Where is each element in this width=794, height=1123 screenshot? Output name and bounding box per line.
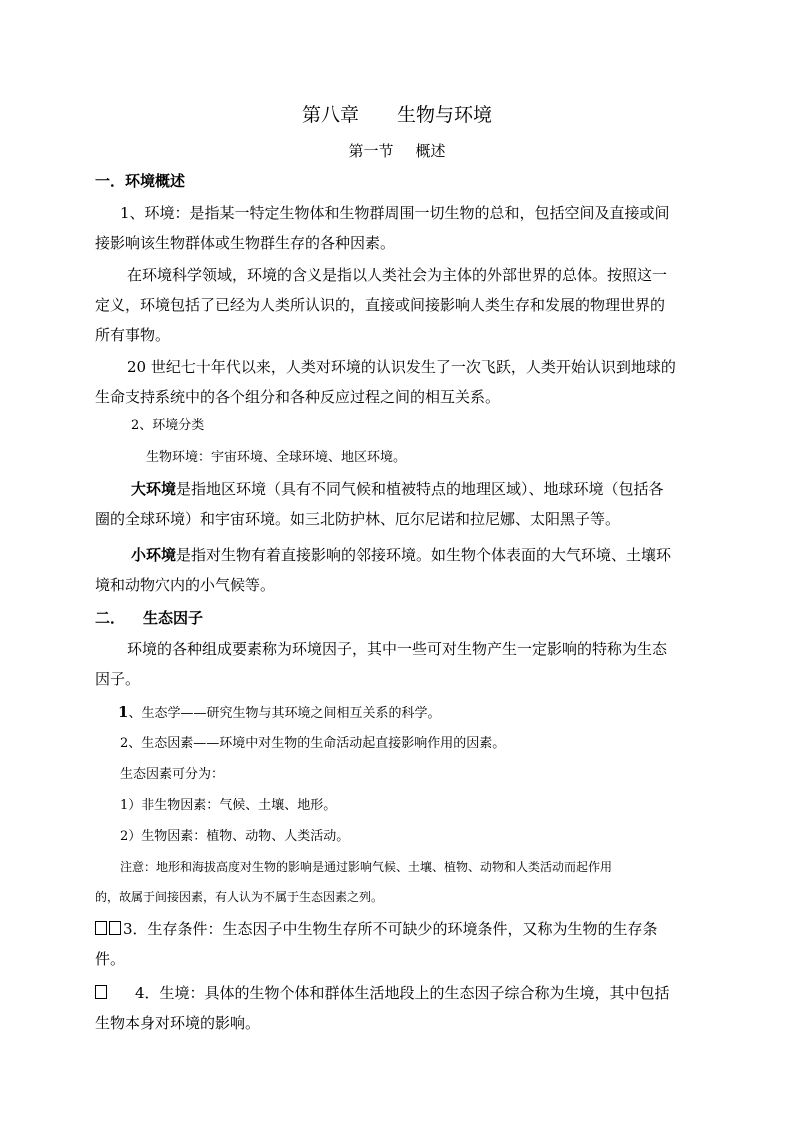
- para-env-sci-line3: 所有事物。: [95, 326, 171, 344]
- para-small-env-line2: 境和动物穴内的小气候等。: [95, 576, 276, 594]
- para-big-env-line2: 圈的全球环境）和宇宙环境。如三北防护林、厄尔尼诺和拉尼娜、太阳黑子等。: [95, 510, 621, 528]
- item-habitat-line2: 生物本身对环境的影响。: [95, 1014, 261, 1032]
- item-biotic: 2）生物因素：植物、动物、人类活动。: [120, 829, 350, 844]
- term-small-env: 小环境: [131, 546, 177, 564]
- section-title: [0, 140, 794, 161]
- para-env-sci-line1: 在环境科学领域，环境的含义是指以人类社会为主体的外部世界的总体。按照这一: [127, 266, 668, 284]
- para-env-sci-line2: 定义，环境包括了已经为人类所认识的，直接或间接影响人类生存和发展的物理世界的: [95, 296, 666, 314]
- chapter-number: 第八章: [301, 104, 359, 126]
- para-bio-env: 生物环境：宇宙环境、全球环境、地区环境。: [146, 450, 407, 465]
- para-env-since-line2: 生命支持系统中的各个组分和各种反应过程之间的相互关系。: [95, 388, 501, 406]
- para-eco-intro-line2: 因子。: [95, 670, 141, 688]
- item-ecology-def: 1、生态学——研究生物与其环境之间相互关系的科学。: [118, 703, 441, 721]
- heading-eco-factor: 二． 生态因子: [95, 609, 204, 627]
- placeholder-box-icon: [95, 985, 107, 999]
- item-survival-condition-line1: 3．生存条件：生态因子中生物生存所不可缺少的环境条件，又称为生物的生存条: [95, 919, 658, 939]
- section-name: 概述: [415, 142, 446, 160]
- para-env-def-line1: 1、环境：是指某一特定生物体和生物群周围一切生物的总和，包括空间及直接或间: [120, 204, 670, 222]
- subheading-env-class: 2、环境分类: [131, 418, 205, 433]
- note-line2: 的，故属于间接因素，有人认为不属于生态因素之列。: [95, 890, 384, 904]
- para-small-env-line1: 小环境是指对生物有着直接影响的邻接环境。如生物个体表面的大气环境、土壤环: [131, 546, 672, 564]
- item-eco-factor-classes: 生态因素可分为：: [120, 767, 225, 782]
- para-eco-intro-line1: 环境的各种组成要素称为环境因子，其中一些可对生物产生一定影响的特称为生态: [127, 640, 668, 658]
- item-eco-factor-def: 2、生态因素——环境中对生物的生命活动起直接影响作用的因素。: [120, 736, 506, 751]
- item-habitat-line1: 4．生境：具体的生物个体和群体生活地段上的生态因子综合称为生境，其中包括: [95, 983, 670, 1003]
- chapter-title: [0, 100, 794, 127]
- term-big-env: 大环境: [131, 480, 177, 498]
- chapter-name: 生物与环境: [397, 104, 493, 126]
- item-abiotic: 1）非生物因素：气候、土壤、地形。: [120, 798, 337, 813]
- para-env-def-line2: 接影响该生物群体或生物群生存的各种因素。: [95, 234, 396, 252]
- placeholder-box-icon: [95, 921, 107, 935]
- note-line1: 注意：地形和海拔高度对生物的影响是通过影响气候、土壤、植物、动物和人类活动而起作用: [120, 860, 613, 874]
- section-number: 第一节: [348, 142, 394, 160]
- heading-env-overview: 一．环境概述: [95, 172, 186, 190]
- para-env-since-line1: 20 世纪七十年代以来，人类对环境的认识发生了一次飞跃，人类开始认识到地球的: [127, 358, 676, 376]
- item-survival-condition-line2: 件。: [95, 950, 126, 968]
- para-big-env-line1: 大环境是指地区环境（具有不同气候和植被特点的地理区域）、地球环境（包括各: [131, 480, 664, 498]
- placeholder-box-icon: [109, 921, 121, 935]
